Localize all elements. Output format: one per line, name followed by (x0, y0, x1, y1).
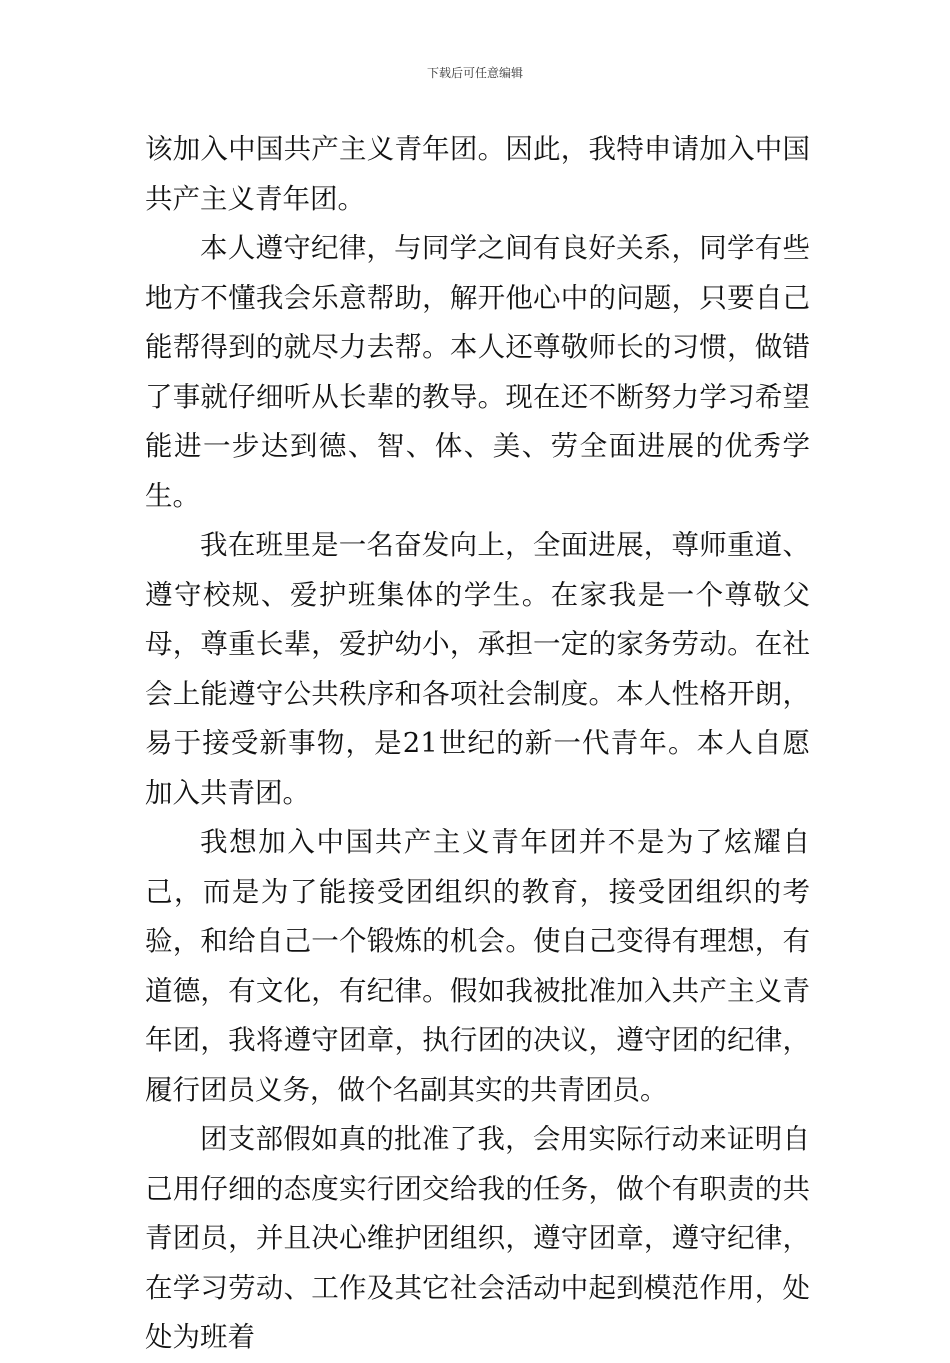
paragraph-4: 我想加入中国共产主义青年团并不是为了炫耀自己，而是为了能接受团组织的教育，接受团组织的考验，和给自己一个锻炼的机会。使自己变得有理想，有道德，有文化，有纪律。假如我被批准加入共产主义青年团，我将遵守团章，执行团的决议，遵守团的纪律，履行团员义务，做个名副其实的共青团员。 (145, 826, 810, 1106)
paragraph-2: 本人遵守纪律，与同学之间有良好关系，同学有些地方不懂我会乐意帮助，解开他心中的问题，只要自己能帮得到的就尽力去帮。本人还尊敬师长的习惯，做错了事就仔细听从长辈的教导。现在还不断努力学习希望能进一步达到德、智、体、美、劳全面进展的优秀学生。 (145, 232, 810, 512)
document-body (145, 125, 810, 1363)
paragraph-3: 我在班里是一名奋发向上，全面进展，尊师重道、遵守校规、爱护班集体的学生。在家我是一个尊敬父母，尊重长辈，爱护幼小，承担一定的家务劳动。在社会上能遵守公共秩序和各项社会制度。本人性格开朗，易于接受新事物，是21世纪的新一代青年。本人自愿加入共青团。 (145, 529, 810, 809)
page-header: 下载后可任意编辑 (426, 66, 523, 80)
paragraph-5: 团支部假如真的批准了我，会用实际行动来证明自己用仔细的态度实行团交给我的任务，做个有职责的共青团员，并且决心维护团组织，遵守团章，遵守纪律，在学习劳动、工作及其它社会活动中起到模范作用，处处为班着 (145, 1123, 810, 1353)
paragraph-1: 该加入中国共产主义青年团。因此，我特申请加入中国共产主义青年团。 (145, 133, 810, 215)
